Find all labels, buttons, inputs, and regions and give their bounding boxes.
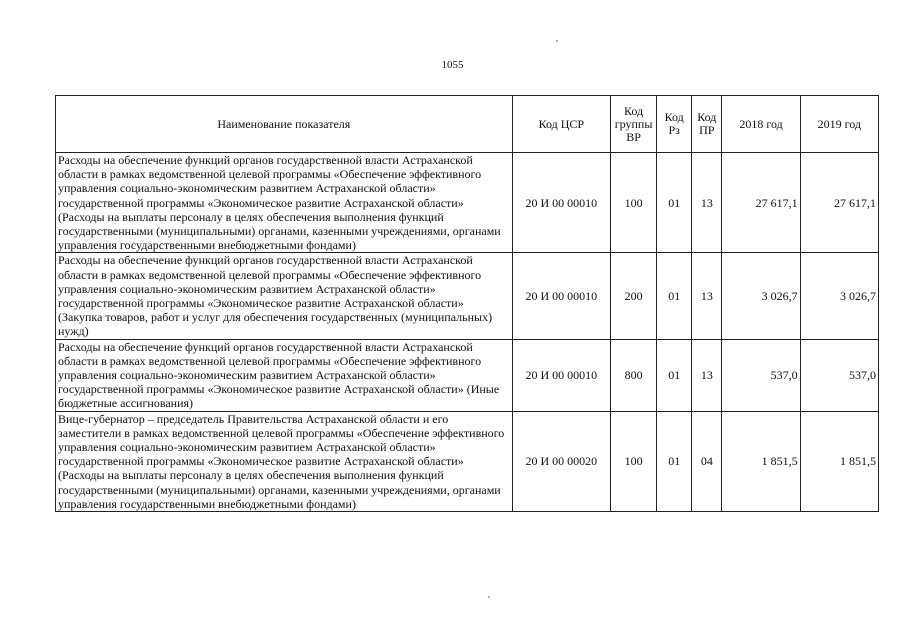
row-name: Расходы на обеспечение функций органов государственной власти Астраханской области в рамках ведомственной целевой программы «Обеспечение эффективного управления социально-экономическим развитием Астраханской области» государственной программы «Экономическое развитие Астраханской области» (Иные бюджетные ассигнования) <box>56 339 513 411</box>
header-2018: 2018 год <box>722 96 800 153</box>
scan-speck <box>556 40 558 42</box>
row-2018: 1 851,5 <box>722 411 800 511</box>
row-csr: 20 И 00 00020 <box>512 411 610 511</box>
row-pr: 04 <box>692 411 722 511</box>
row-2019: 27 617,1 <box>800 153 878 253</box>
row-vr: 800 <box>611 339 657 411</box>
header-vr: Код группы ВР <box>611 96 657 153</box>
row-pr: 13 <box>692 153 722 253</box>
row-name: Расходы на обеспечение функций органов государственной власти Астраханской области в рамках ведомственной целевой программы «Обеспечение эффективного управления социально-экономическим развитием Астраханской области» государственной программы «Экономическое развитие Астраханской области» (Закупка товаров, работ и услуг для обеспечения государственных (муниципальных) нужд) <box>56 253 513 339</box>
row-rz: 01 <box>657 339 692 411</box>
header-2019: 2019 год <box>800 96 878 153</box>
row-pr: 13 <box>692 253 722 339</box>
row-2019: 3 026,7 <box>800 253 878 339</box>
header-pr: Код ПР <box>692 96 722 153</box>
row-vr: 200 <box>611 253 657 339</box>
row-vr: 100 <box>611 153 657 253</box>
table-header-row <box>56 96 879 153</box>
table-row <box>56 411 879 511</box>
row-2018: 537,0 <box>722 339 800 411</box>
table-row <box>56 339 879 411</box>
row-rz: 01 <box>657 153 692 253</box>
header-csr: Код ЦСР <box>512 96 610 153</box>
row-rz: 01 <box>657 253 692 339</box>
row-2019: 1 851,5 <box>800 411 878 511</box>
table-row <box>56 153 879 253</box>
header-name: Наименование показателя <box>56 96 513 153</box>
header-rz: Код Рз <box>657 96 692 153</box>
table-row <box>56 253 879 339</box>
row-csr: 20 И 00 00010 <box>512 339 610 411</box>
row-name: Вице-губернатор – председатель Правительства Астраханской области и его заместители в рамках ведомственной целевой программы «Обеспечение эффективного управления социально-экономическим развитием Астраханской области» государственной программы «Экономическое развитие Астраханской области» (Расходы на выплаты персоналу в целях обеспечения выполнения функций государственными (муниципальными) органами, казенными учреждениями, органами управления государственными внебюджетными фондами) <box>56 411 513 511</box>
row-2018: 3 026,7 <box>722 253 800 339</box>
row-2018: 27 617,1 <box>722 153 800 253</box>
row-pr: 13 <box>692 339 722 411</box>
row-2019: 537,0 <box>800 339 878 411</box>
row-csr: 20 И 00 00010 <box>512 153 610 253</box>
row-csr: 20 И 00 00010 <box>512 253 610 339</box>
row-name: Расходы на обеспечение функций органов государственной власти Астраханской области в рамках ведомственной целевой программы «Обеспечение эффективного управления социально-экономическим развитием Астраханской области» государственной программы «Экономическое развитие Астраханской области» (Расходы на выплаты персоналу в целях обеспечения выполнения функций государственными (муниципальными) органами, казенными учреждениями, органами управления государственными внебюджетными фондами) <box>56 153 513 253</box>
row-rz: 01 <box>657 411 692 511</box>
scan-speck <box>488 596 490 598</box>
budget-table <box>55 95 879 512</box>
row-vr: 100 <box>611 411 657 511</box>
page-number: 1055 <box>441 59 464 71</box>
